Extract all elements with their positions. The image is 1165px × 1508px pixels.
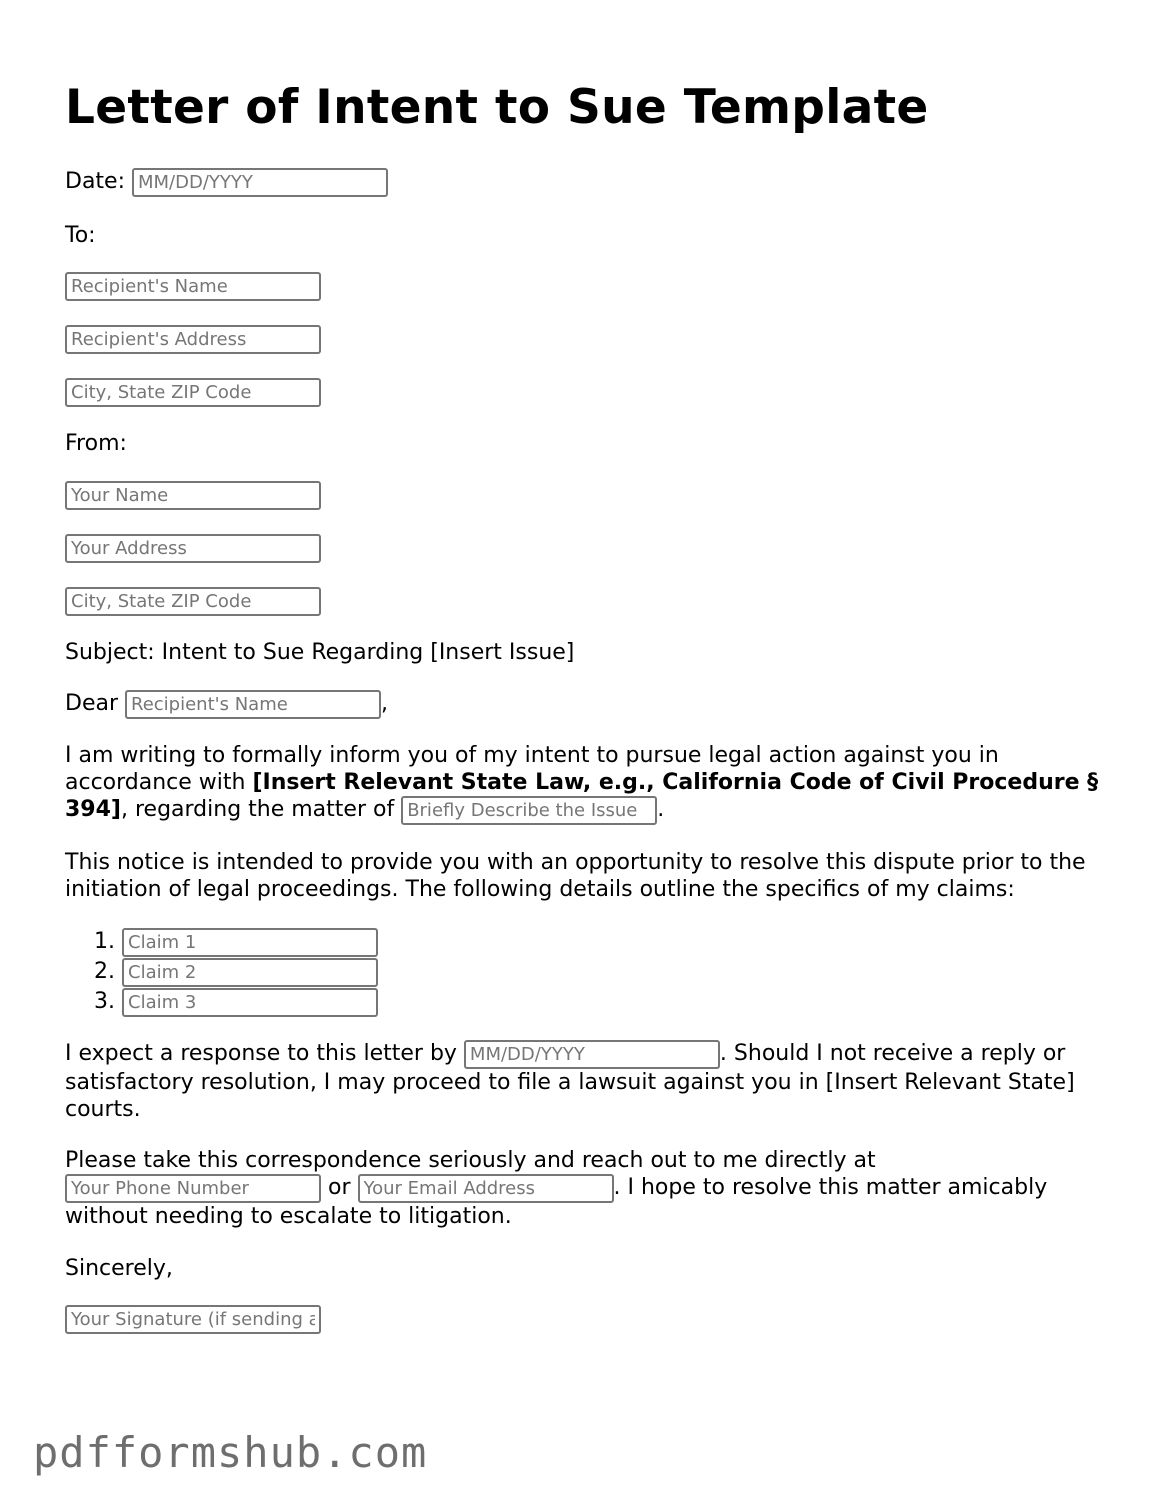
response-text-start: I expect a response to this letter by bbox=[65, 1041, 464, 1066]
claims-list bbox=[65, 927, 378, 1017]
closing-line: Sincerely, bbox=[65, 1256, 173, 1281]
state-law-reference: [Insert Relevant State Law, e.g., California Code of Civil Procedure § 394] bbox=[65, 770, 1099, 822]
issue-description-input[interactable] bbox=[401, 796, 657, 825]
intent-text-end: . bbox=[657, 797, 665, 822]
from-label: From: bbox=[65, 431, 127, 456]
claim-3-input[interactable] bbox=[122, 988, 378, 1017]
notice-paragraph: This notice is intended to provide you with an opportunity to resolve this dispute prior to the initiation of legal proceedings. The following details outline the specifics of my claims: bbox=[65, 850, 1086, 902]
to-label: To: bbox=[65, 223, 96, 248]
date-input[interactable] bbox=[132, 168, 388, 197]
contact-text-start: Please take this correspondence seriously and reach out to me directly at bbox=[65, 1148, 876, 1173]
email-address-input[interactable] bbox=[358, 1174, 614, 1203]
greeting-prefix: Dear bbox=[65, 691, 119, 716]
recipient-city-input[interactable] bbox=[65, 378, 321, 407]
list-item bbox=[122, 927, 378, 957]
response-date-input[interactable] bbox=[464, 1040, 720, 1069]
date-label: Date: bbox=[65, 169, 125, 194]
signature-input[interactable] bbox=[65, 1305, 321, 1334]
claim-1-input[interactable] bbox=[122, 928, 378, 957]
date-row bbox=[65, 168, 388, 197]
subject-line: Subject: Intent to Sue Regarding [Insert Issue] bbox=[65, 640, 575, 665]
sender-name-input[interactable] bbox=[65, 481, 321, 510]
response-paragraph bbox=[65, 1040, 1105, 1123]
list-item bbox=[122, 957, 378, 987]
intent-text-middle: , regarding the matter of bbox=[120, 797, 402, 822]
intent-paragraph bbox=[65, 742, 1105, 825]
watermark: pdfformshub.com bbox=[33, 1428, 428, 1477]
intent-text-start: I am writing to formally inform you of my intent to pursue legal action against you in accordance with bbox=[65, 743, 999, 795]
recipient-address-input[interactable] bbox=[65, 325, 321, 354]
greeting-suffix: , bbox=[381, 691, 389, 716]
page-title: Letter of Intent to Sue Template bbox=[65, 80, 929, 135]
contact-paragraph bbox=[65, 1147, 1105, 1230]
contact-or-text: or bbox=[328, 1175, 351, 1200]
contact-text-end: . I hope to resolve this matter amicably without needing to escalate to litigation. bbox=[65, 1175, 1048, 1229]
list-item bbox=[122, 987, 378, 1017]
sender-city-input[interactable] bbox=[65, 587, 321, 616]
claim-2-input[interactable] bbox=[122, 958, 378, 987]
sender-address-input[interactable] bbox=[65, 534, 321, 563]
greeting-row bbox=[65, 690, 388, 719]
phone-number-input[interactable] bbox=[65, 1174, 321, 1203]
recipient-name-input[interactable] bbox=[65, 272, 321, 301]
response-text-end: . Should I not receive a reply or satisfactory resolution, I may proceed to file a lawsuit against you in [Insert Relevant State] courts. bbox=[65, 1041, 1075, 1122]
greeting-recipient-input[interactable] bbox=[125, 690, 381, 719]
